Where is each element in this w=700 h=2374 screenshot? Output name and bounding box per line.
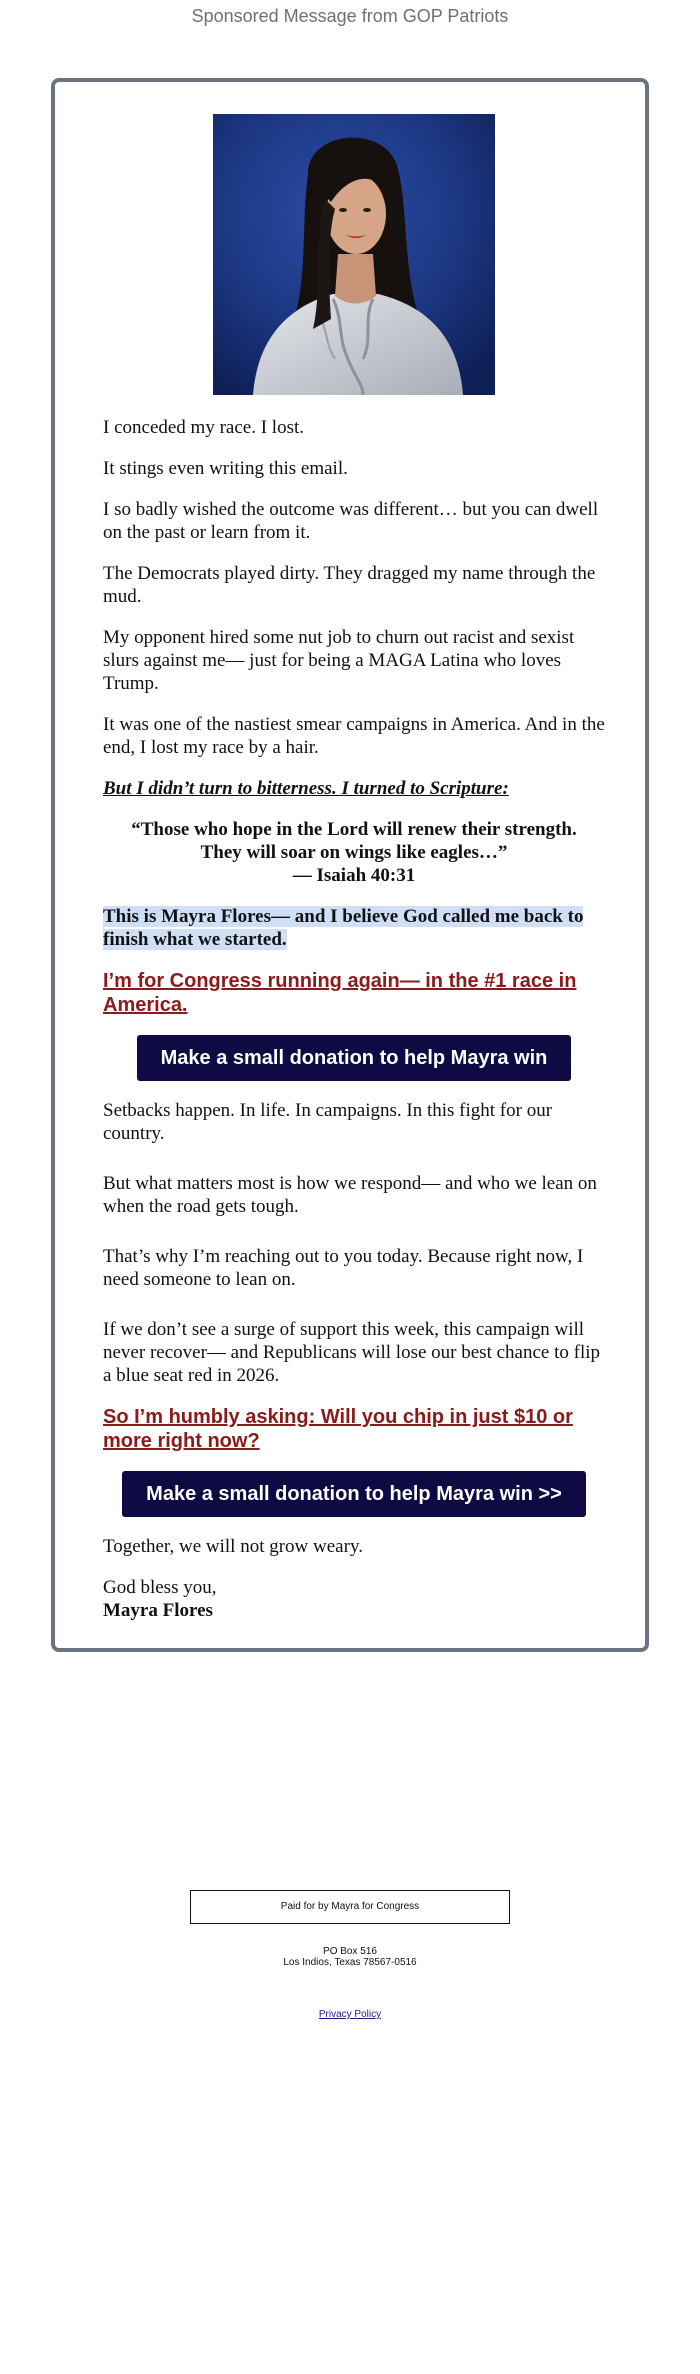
email-card [51,78,649,1652]
sponsor-header: Sponsored Message from GOP Patriots [191,6,509,26]
paragraph-9: That’s why I’m reaching out to you today. Because right now, I need someone to lean on. [103,1246,584,1290]
signoff: God bless you, [103,1577,217,1598]
privacy-wrap [0,2009,700,2020]
highlight-paragraph [103,905,605,951]
quote-line-1: “Those who hope in the Lord will renew their strength. [131,819,577,840]
paragraph-1: I conceded my race. I lost. [103,417,304,438]
paragraph-2: It stings even writing this email. [103,458,348,479]
paragraph-7: Setbacks happen. In life. In campaigns. In this fight for our country. [103,1100,553,1144]
donate-button-wrap-1 [103,1035,605,1081]
highlight-text: This is Mayra Flores— and I believe God called me back to finish what we started. [103,906,584,950]
chip-in-link[interactable]: So I’m humbly asking: Will you chip in just $10 or more right now? [103,1406,573,1452]
donate-button-1[interactable]: Make a small donation to help Mayra win [137,1035,571,1081]
email-body [103,416,605,1622]
address-line-2: Los Indios, Texas 78567-0516 [283,1957,417,1968]
paid-for-box: Paid for by Mayra for Congress [190,1890,510,1924]
paragraph-3: I so badly wished the outcome was different… but you can dwell on the past or learn from it. [103,499,599,543]
closing-line: Together, we will not grow weary. [103,1536,363,1557]
paragraph-4: The Democrats played dirty. They dragged my name through the mud. [103,563,596,607]
donate-button-wrap-2 [103,1471,605,1517]
privacy-policy-link[interactable]: Privacy Policy [318,2009,382,2020]
quote-line-2: They will soar on wings like eagles…” [200,842,508,863]
donate-button-2[interactable]: Make a small donation to help Mayra win >> [122,1471,586,1517]
scripture-quote [103,818,605,887]
signature-block [103,1576,605,1622]
signature-name: Mayra Flores [103,1600,213,1621]
paragraph-6: It was one of the nastiest smear campaigns in America. And in the end, I lost my race by a hair. [103,714,605,758]
paragraph-8: But what matters most is how we respond— and who we lean on when the road gets tough. [103,1173,597,1217]
mailing-address [0,1946,700,1968]
paragraph-5: My opponent hired some nut job to churn out racist and sexist slurs against me— just for being a MAGA Latina who loves Trump. [103,627,575,694]
address-line-1: PO Box 516 [323,1946,377,1957]
candidate-photo [213,114,495,395]
congress-link[interactable]: I’m for Congress running again— in the #1 race in America. [103,970,577,1016]
paragraph-10: If we don’t see a surge of support this week, this campaign will never recover— and Republicans will lose our best chance to flip a blue seat red in 2026. [103,1319,600,1386]
scripture-lead: But I didn’t turn to bitterness. I turned to Scripture: [103,778,509,799]
quote-citation: — Isaiah 40:31 [292,865,416,886]
